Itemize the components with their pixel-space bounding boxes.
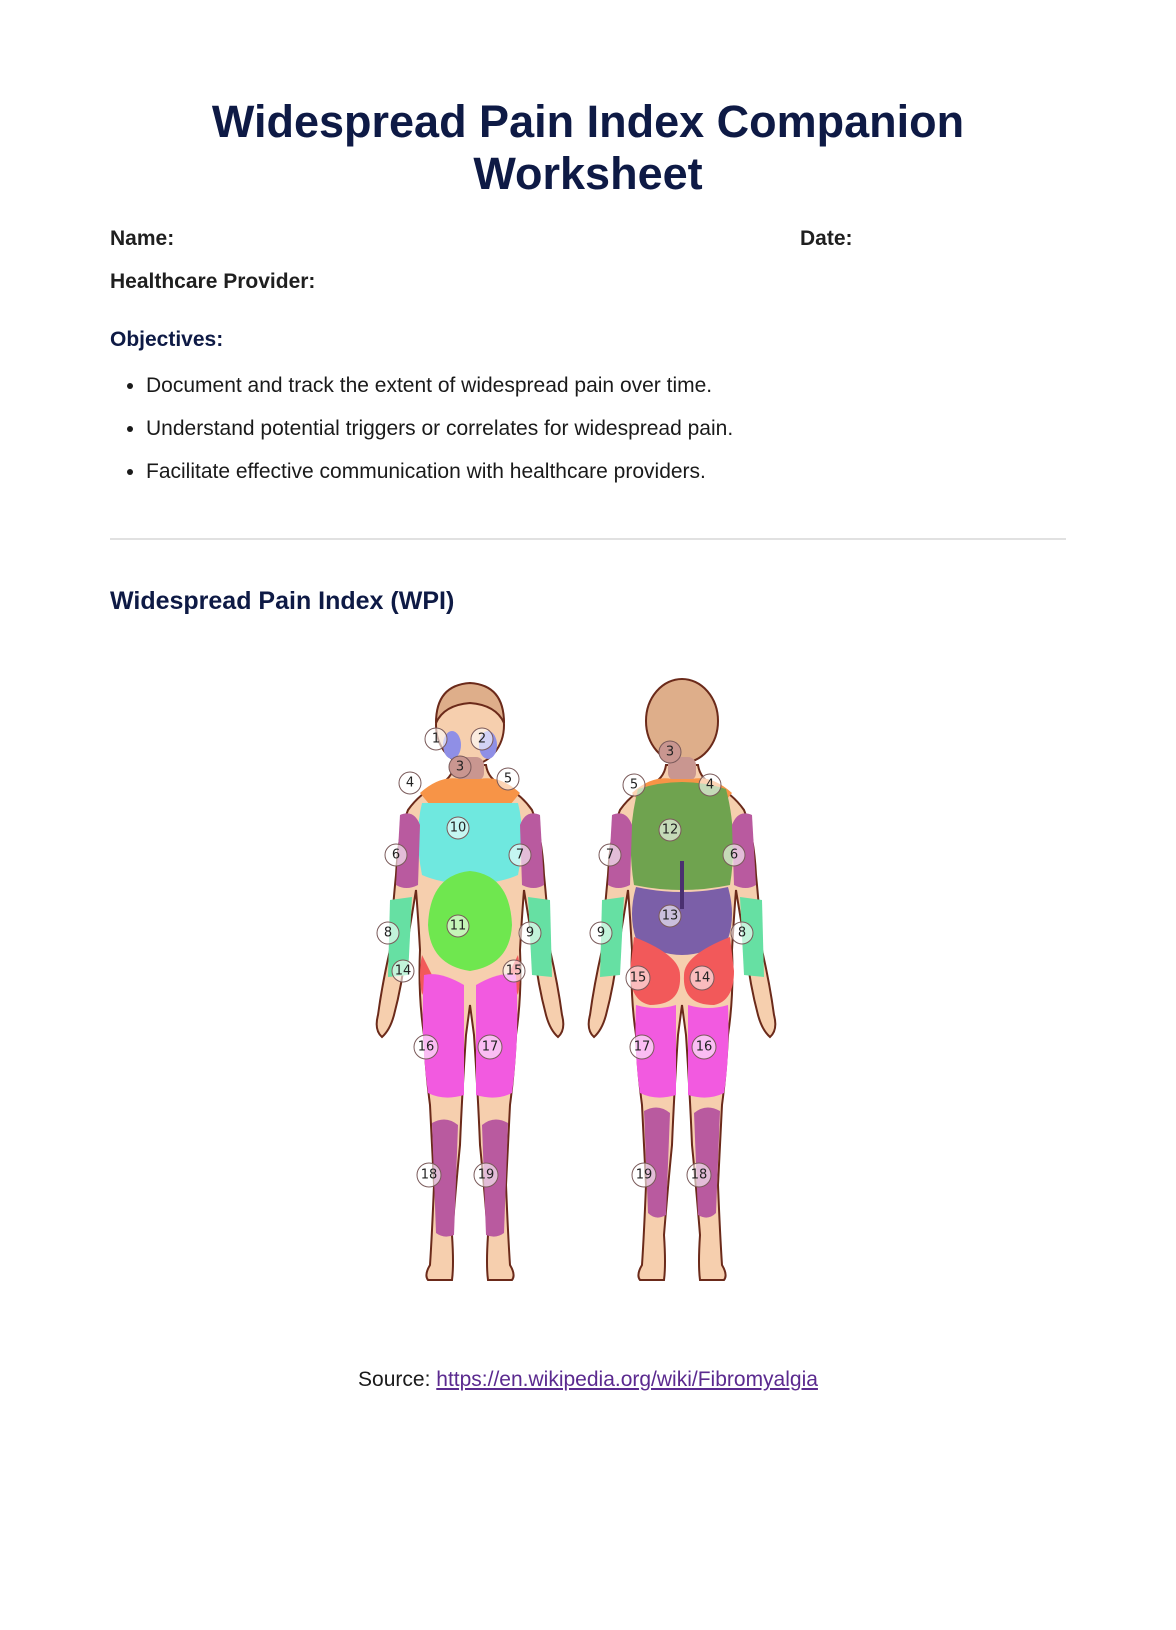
objective-item: • Understand potential triggers or correlates for widespread pain. bbox=[146, 417, 1046, 441]
front-label-9 bbox=[519, 922, 541, 944]
front-label-5 bbox=[497, 768, 519, 790]
front-label-3 bbox=[449, 756, 471, 778]
front-abdomen bbox=[428, 871, 512, 971]
front-label-16 bbox=[414, 1035, 438, 1059]
front-thigh-right bbox=[476, 974, 517, 1097]
back-label-6-text: 6 bbox=[729, 847, 739, 863]
front-label-19-text: 19 bbox=[477, 1167, 495, 1183]
back-label-12-text: 12 bbox=[661, 822, 679, 838]
back-label-15 bbox=[626, 966, 650, 990]
back-label-13 bbox=[659, 905, 681, 927]
back-label-16-text: 16 bbox=[695, 1039, 713, 1055]
front-label-17-text: 17 bbox=[481, 1039, 499, 1055]
front-label-2-text: 2 bbox=[477, 731, 487, 747]
front-label-11-text: 11 bbox=[449, 918, 467, 934]
front-label-8 bbox=[377, 922, 399, 944]
source-line bbox=[0, 1368, 1176, 1392]
back-label-19-text: 19 bbox=[635, 1167, 653, 1183]
back-head bbox=[646, 679, 718, 763]
front-label-14 bbox=[392, 960, 414, 982]
back-label-4 bbox=[699, 774, 721, 796]
name-field-label: Name: bbox=[110, 227, 175, 250]
back-label-17 bbox=[630, 1035, 654, 1059]
front-label-19 bbox=[474, 1163, 498, 1187]
front-label-4 bbox=[399, 772, 421, 794]
objective-item: • Facilitate effective communication with healthcare providers. bbox=[146, 460, 1046, 484]
front-label-14-text: 14 bbox=[394, 963, 412, 979]
objectives-heading: Objectives: bbox=[110, 328, 224, 351]
back-label-7 bbox=[599, 844, 621, 866]
back-label-6 bbox=[723, 844, 745, 866]
front-label-16-text: 16 bbox=[417, 1039, 435, 1055]
front-label-1-text: 1 bbox=[431, 731, 441, 747]
back-label-18-text: 18 bbox=[690, 1167, 708, 1183]
wpi-section-heading: Widespread Pain Index (WPI) bbox=[110, 587, 455, 615]
front-label-18 bbox=[417, 1163, 441, 1187]
body-diagram-svg bbox=[360, 675, 820, 1325]
page-title: Widespread Pain Index Companion Worksheet bbox=[211, 96, 965, 199]
back-figure bbox=[589, 679, 776, 1280]
front-label-1 bbox=[425, 728, 447, 750]
back-label-16 bbox=[692, 1035, 716, 1059]
front-label-10-text: 10 bbox=[449, 820, 467, 836]
front-label-2 bbox=[471, 728, 493, 750]
section-divider bbox=[110, 538, 1066, 540]
back-label-18 bbox=[687, 1163, 711, 1187]
back-label-9 bbox=[590, 922, 612, 944]
front-label-8-text: 8 bbox=[383, 925, 393, 941]
back-label-15-text: 15 bbox=[629, 970, 647, 986]
back-label-14 bbox=[690, 966, 714, 990]
front-label-5-text: 5 bbox=[503, 771, 513, 787]
front-label-4-text: 4 bbox=[405, 775, 415, 791]
back-label-7-text: 7 bbox=[605, 847, 615, 863]
back-label-13-text: 13 bbox=[661, 908, 679, 924]
back-label-3-text: 3 bbox=[665, 744, 675, 760]
front-label-3-text: 3 bbox=[455, 759, 465, 775]
back-label-3 bbox=[659, 741, 681, 763]
front-label-11 bbox=[447, 915, 469, 937]
wpi-body-diagram bbox=[360, 675, 820, 1325]
back-label-14-text: 14 bbox=[693, 970, 711, 986]
front-label-18-text: 18 bbox=[420, 1167, 438, 1183]
back-label-4-text: 4 bbox=[705, 777, 715, 793]
back-label-8-text: 8 bbox=[737, 925, 747, 941]
front-label-15-text: 15 bbox=[505, 963, 523, 979]
back-lower-leg-right bbox=[694, 1107, 720, 1217]
source-link[interactable]: https://en.wikipedia.org/wiki/Fibromyalgia bbox=[436, 1368, 818, 1391]
front-label-6 bbox=[385, 844, 407, 866]
front-label-7 bbox=[509, 844, 531, 866]
objective-item: • Document and track the extent of widespread pain over time. bbox=[146, 374, 1046, 398]
front-label-9-text: 9 bbox=[525, 925, 535, 941]
front-label-6-text: 6 bbox=[391, 847, 401, 863]
back-label-5-text: 5 bbox=[629, 777, 639, 793]
front-label-7-text: 7 bbox=[515, 847, 525, 863]
objectives-list bbox=[110, 374, 1046, 503]
front-label-15 bbox=[503, 960, 525, 982]
back-label-5 bbox=[623, 774, 645, 796]
back-label-8 bbox=[731, 922, 753, 944]
date-field-label: Date: bbox=[800, 227, 853, 250]
provider-field-label: Healthcare Provider: bbox=[110, 270, 316, 293]
front-label-17 bbox=[478, 1035, 502, 1059]
back-label-9-text: 9 bbox=[596, 925, 606, 941]
source-label: Source: bbox=[358, 1368, 431, 1391]
front-label-10 bbox=[447, 817, 469, 839]
back-lower-leg-left bbox=[644, 1107, 670, 1217]
back-label-19 bbox=[632, 1163, 656, 1187]
back-label-17-text: 17 bbox=[633, 1039, 651, 1055]
back-label-12 bbox=[659, 819, 681, 841]
